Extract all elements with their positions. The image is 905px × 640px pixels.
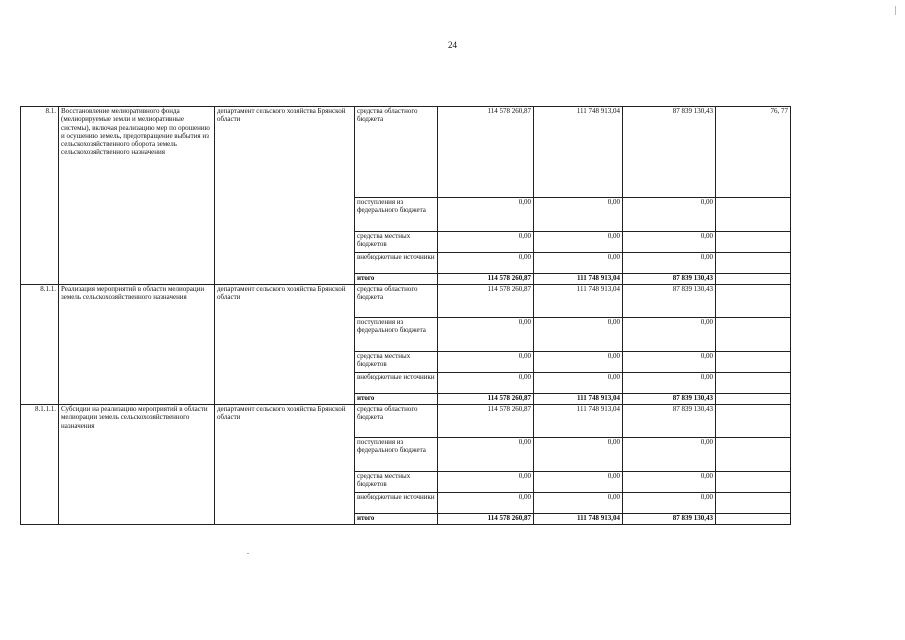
- value-col-1: 0,00: [438, 472, 534, 493]
- value-col-2: 0,00: [534, 373, 623, 394]
- section-code: 8.1.: [21, 107, 59, 285]
- funding-source: средства местных бюджетов: [355, 352, 438, 373]
- scan-edge-mark: [895, 6, 896, 15]
- percent-cell: [716, 514, 791, 525]
- value-col-3: 87 839 130,43: [623, 394, 716, 405]
- funding-source: средства местных бюджетов: [355, 232, 438, 253]
- value-col-3: 87 839 130,43: [623, 107, 716, 198]
- percent-cell: [716, 253, 791, 274]
- value-col-2: 0,00: [534, 352, 623, 373]
- section-executor: департамент сельского хозяйства Брянской области: [215, 107, 355, 285]
- value-col-1: 0,00: [438, 318, 534, 352]
- value-col-1: 0,00: [438, 373, 534, 394]
- percent-cell: [716, 352, 791, 373]
- value-col-1: 114 578 260,87: [438, 285, 534, 318]
- section-title: Субсидии на реализацию мероприятий в области мелиорации земель сельскохозяйственного назначения: [59, 405, 215, 525]
- percent-cell: [716, 472, 791, 493]
- percent-cell: [716, 232, 791, 253]
- value-col-2: 0,00: [534, 318, 623, 352]
- value-col-3: 87 839 130,43: [623, 405, 716, 438]
- funding-source-total: итого: [355, 514, 438, 525]
- value-col-1: 0,00: [438, 352, 534, 373]
- value-col-3: 0,00: [623, 352, 716, 373]
- table-row: [21, 285, 791, 318]
- value-col-1: 114 578 260,87: [438, 107, 534, 198]
- table-row: [21, 405, 791, 438]
- value-col-1: 0,00: [438, 493, 534, 514]
- value-col-2: 111 748 913,04: [534, 405, 623, 438]
- value-col-2: 0,00: [534, 493, 623, 514]
- funding-source: поступления из федерального бюджета: [355, 438, 438, 472]
- percent-cell: [716, 274, 791, 285]
- value-col-1: 0,00: [438, 253, 534, 274]
- funding-source: внебюджетные источники: [355, 373, 438, 394]
- value-col-3: 0,00: [623, 373, 716, 394]
- section-executor: департамент сельского хозяйства Брянской области: [215, 405, 355, 525]
- funding-source: внебюджетные источники: [355, 493, 438, 514]
- budget-table: [20, 106, 791, 525]
- section-code: 8.1.1.: [21, 285, 59, 405]
- value-col-1: 114 578 260,87: [438, 405, 534, 438]
- value-col-3: 87 839 130,43: [623, 274, 716, 285]
- funding-source: поступления из федерального бюджета: [355, 198, 438, 232]
- funding-source: средства местных бюджетов: [355, 472, 438, 493]
- value-col-3: 0,00: [623, 493, 716, 514]
- funding-source: средства областного бюджета: [355, 285, 438, 318]
- value-col-2: 111 748 913,04: [534, 285, 623, 318]
- scan-speck: [247, 553, 249, 554]
- percent-cell: [716, 394, 791, 405]
- percent-cell: [716, 285, 791, 318]
- value-col-2: 111 748 913,04: [534, 514, 623, 525]
- value-col-2: 111 748 913,04: [534, 274, 623, 285]
- percent-cell: [716, 438, 791, 472]
- page-number: 24: [448, 40, 457, 50]
- value-col-1: 114 578 260,87: [438, 274, 534, 285]
- value-col-2: 111 748 913,04: [534, 107, 623, 198]
- section-code: 8.1.1.1.: [21, 405, 59, 525]
- value-col-2: 0,00: [534, 232, 623, 253]
- percent-cell: [716, 198, 791, 232]
- value-col-2: 0,00: [534, 198, 623, 232]
- value-col-3: 87 839 130,43: [623, 514, 716, 525]
- section-executor: департамент сельского хозяйства Брянской области: [215, 285, 355, 405]
- section-title: Реализация мероприятий в области мелиорации земель сельскохозяйственного назначения: [59, 285, 215, 405]
- percent-value: 76, 77: [716, 107, 791, 198]
- funding-source: внебюджетные источники: [355, 253, 438, 274]
- value-col-2: 0,00: [534, 253, 623, 274]
- value-col-3: 87 839 130,43: [623, 285, 716, 318]
- value-col-3: 0,00: [623, 318, 716, 352]
- funding-source: средства областного бюджета: [355, 107, 438, 198]
- value-col-1: 114 578 260,87: [438, 514, 534, 525]
- percent-cell: [716, 493, 791, 514]
- section-title: Восстановление мелиоративного фонда (мелиорируемые земли и мелиоративные системы), включая реализацию мер по орошению и осушению земель, предотвращение выбытия из сельскохозяйственного оборота земель сельскохозяйственного назначения: [59, 107, 215, 285]
- funding-source-total: итого: [355, 274, 438, 285]
- value-col-1: 0,00: [438, 232, 534, 253]
- percent-cell: [716, 373, 791, 394]
- value-col-2: 0,00: [534, 472, 623, 493]
- value-col-3: 0,00: [623, 198, 716, 232]
- value-col-2: 0,00: [534, 438, 623, 472]
- value-col-1: 0,00: [438, 198, 534, 232]
- funding-source-total: итого: [355, 394, 438, 405]
- value-col-2: 111 748 913,04: [534, 394, 623, 405]
- value-col-3: 0,00: [623, 232, 716, 253]
- value-col-3: 0,00: [623, 472, 716, 493]
- funding-source: средства областного бюджета: [355, 405, 438, 438]
- table-row: [21, 107, 791, 198]
- funding-source: поступления из федерального бюджета: [355, 318, 438, 352]
- value-col-3: 0,00: [623, 438, 716, 472]
- percent-cell: [716, 318, 791, 352]
- value-col-1: 114 578 260,87: [438, 394, 534, 405]
- percent-cell: [716, 405, 791, 438]
- value-col-1: 0,00: [438, 438, 534, 472]
- value-col-3: 0,00: [623, 253, 716, 274]
